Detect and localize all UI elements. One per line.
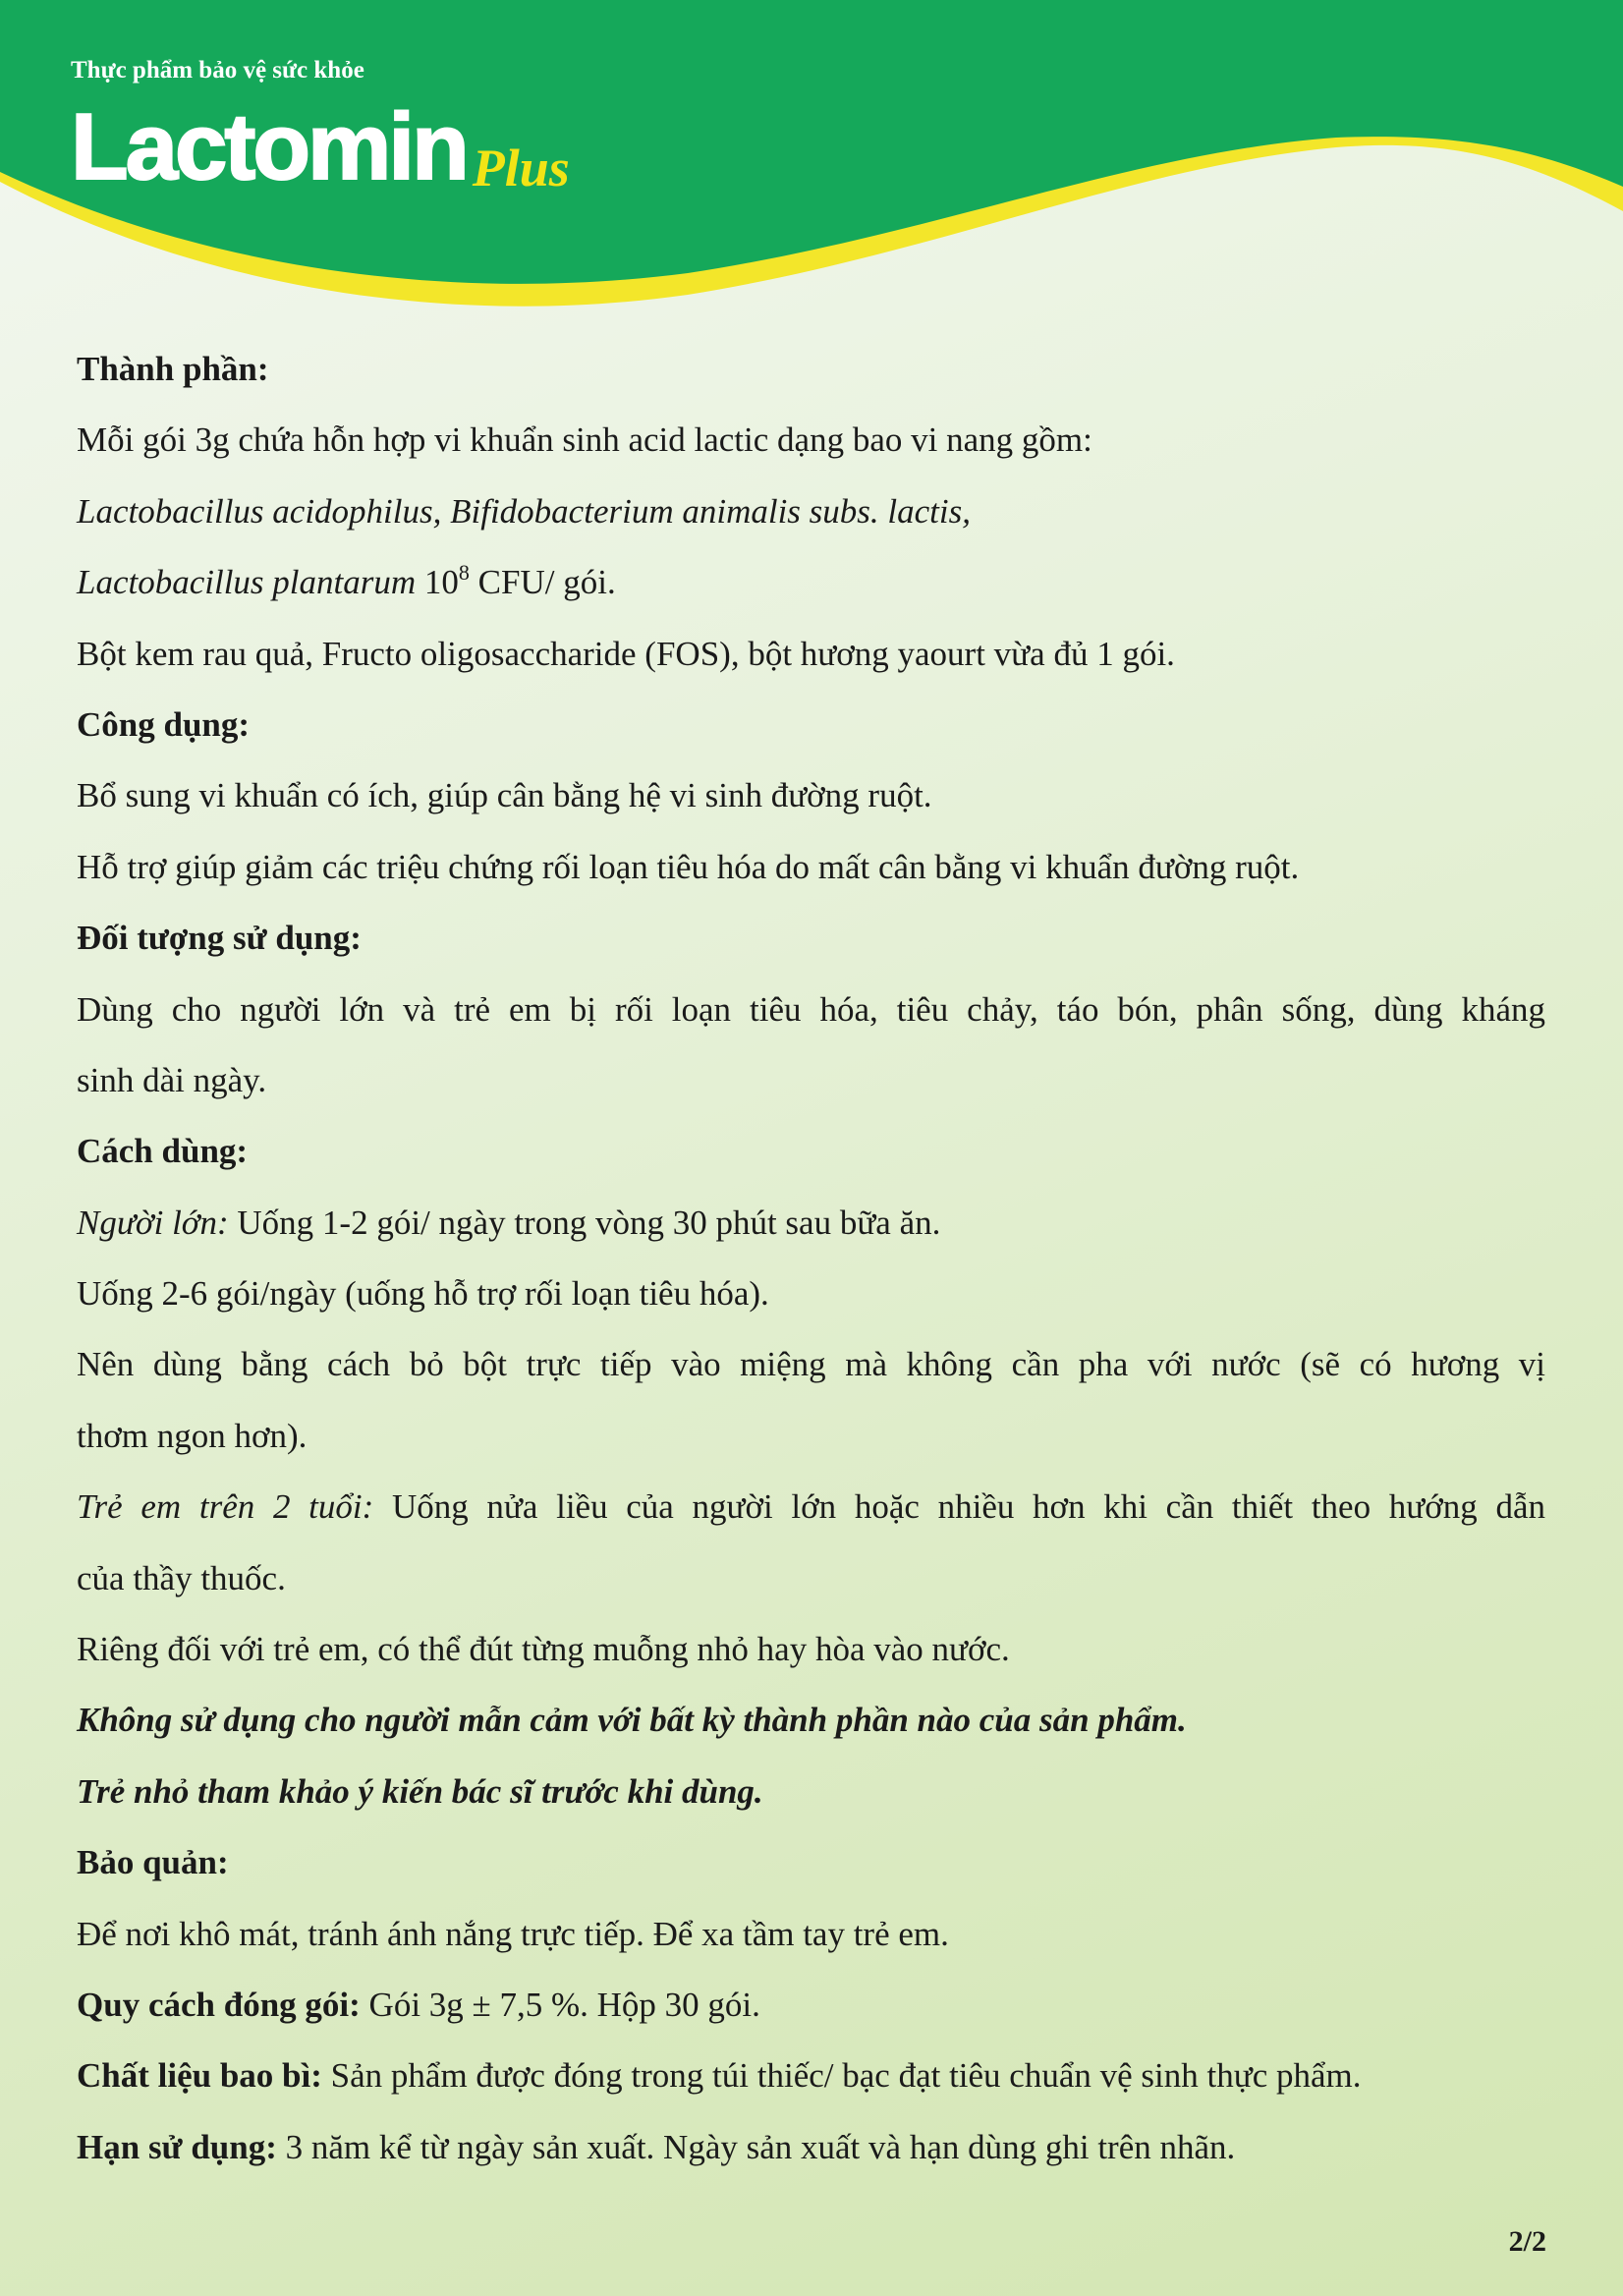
- material-label: Chất liệu bao bì:: [77, 2056, 322, 2096]
- directions-line: Nên dùng bằng cách bỏ bột trực tiếp vào miệng mà không cần pha với nước (sẽ có hương vị: [77, 1345, 1545, 1384]
- expiry: [77, 2112, 1545, 2183]
- packaging-spec: [77, 1970, 1545, 2041]
- target-users-line: Dùng cho người lớn và trẻ em bị rối loạn tiêu hóa, tiêu chảy, táo bón, phân sống, dùng kháng: [77, 989, 1545, 1029]
- dose-exponent: 8: [458, 560, 470, 586]
- storage-line: Để nơi khô mát, tránh ánh nắng trực tiếp. Để xa tầm tay trẻ em.: [77, 1914, 949, 1953]
- strain-name: Lactobacillus plantarum: [77, 563, 417, 602]
- child-label: Trẻ em trên 2 tuổi:: [77, 1487, 374, 1527]
- uses-line: Bổ sung vi khuẩn có ích, giúp cân bằng hệ vi sinh đường ruột.: [77, 776, 932, 815]
- directions-line: Riêng đối với trẻ em, có thể đút từng muỗng nhỏ hay hòa vào nước.: [77, 1630, 1010, 1669]
- logo-plus: Plus: [472, 139, 570, 197]
- heading-uses: Công dụng:: [77, 704, 251, 744]
- directions-line: của thầy thuốc.: [77, 1558, 286, 1597]
- uses-line: Hỗ trợ giúp giảm các triệu chứng rối loạn tiêu hóa do mất cân bằng vi khuẩn đường ruột.: [77, 847, 1300, 886]
- adult-label: Người lớn:: [77, 1203, 229, 1242]
- ingredients-line: Mỗi gói 3g chứa hỗn hợp vi khuẩn sinh acid lactic dạng bao vi nang gồm:: [77, 420, 1092, 460]
- header-tagline: Thực phẩm bảo vệ sức khỏe: [71, 57, 364, 84]
- target-users-line: sinh dài ngày.: [77, 1060, 267, 1099]
- heading-target-users: Đối tượng sử dụng:: [77, 919, 362, 958]
- packaging-material: [77, 2041, 1545, 2111]
- logo-text: Lactomin: [71, 94, 467, 199]
- dose-unit: CFU/ gói.: [469, 563, 616, 602]
- child-text: Uống nửa liều của người lớn hoặc nhiều hơn khi cần thiết theo hướng dẫn: [373, 1487, 1545, 1527]
- heading-storage: Bảo quản:: [77, 1843, 229, 1882]
- brand-logo: [71, 94, 570, 206]
- directions-adult: [77, 1188, 1545, 1259]
- directions-child: [77, 1472, 1545, 1542]
- ingredients-excipients: Bột kem rau quả, Fructo oligosaccharide (FOS), bột hương yaourt vừa đủ 1 gói.: [77, 634, 1175, 673]
- material-text: Sản phẩm được đóng trong túi thiếc/ bạc đạt tiêu chuẩn vệ sinh thực phẩm.: [321, 2056, 1362, 2096]
- directions-line: Uống 2-6 gói/ngày (uống hỗ trợ rối loạn tiêu hóa).: [77, 1274, 769, 1314]
- packaging-label: Quy cách đóng gói:: [77, 1985, 361, 2024]
- ingredients-strains: Lactobacillus acidophilus, Bifidobacterium animalis subs. lactis,: [77, 491, 971, 531]
- page-number: 2/2: [1508, 2225, 1546, 2258]
- adult-text: Uống 1-2 gói/ ngày trong vòng 30 phút sau bữa ăn.: [228, 1203, 941, 1242]
- warning-line: Không sử dụng cho người mẫn cảm với bất kỳ thành phần nào của sản phẩm.: [77, 1701, 1187, 1740]
- packaging-text: Gói 3g ± 7,5 %. Hộp 30 gói.: [360, 1985, 760, 2024]
- heading-ingredients: Thành phần:: [77, 350, 269, 388]
- expiry-label: Hạn sử dụng:: [77, 2127, 277, 2166]
- warning-line: Trẻ nhỏ tham khảo ý kiến bác sĩ trước khi dùng.: [77, 1771, 763, 1811]
- expiry-text: 3 năm kể từ ngày sản xuất. Ngày sản xuất và hạn dùng ghi trên nhãn.: [276, 2127, 1236, 2166]
- heading-directions: Cách dùng:: [77, 1132, 249, 1171]
- directions-line: thơm ngon hơn).: [77, 1416, 308, 1455]
- document-body: [77, 334, 1545, 2183]
- ingredients-dose: [77, 547, 1545, 618]
- dose-base: 10: [416, 563, 459, 602]
